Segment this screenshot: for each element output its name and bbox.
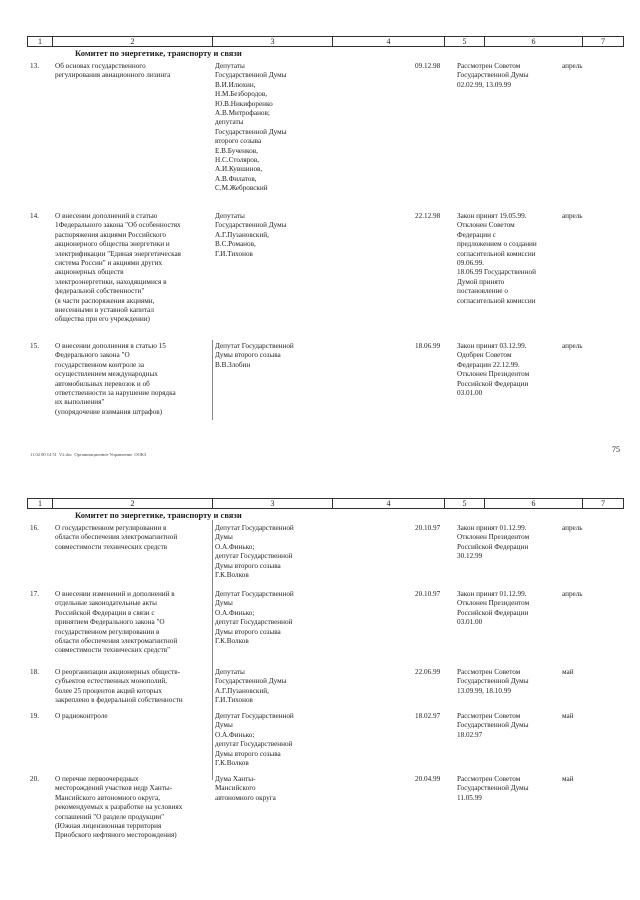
bill-authors: Депутат Государственной Думы второго созыва В.В.Злобин [215,342,294,369]
bill-title: О внесении дополнения в статью 15 Федерального закона "О государственном контроле за осуществлением международных автомобильных перевозок и об ответственности за нарушение порядка их выполнения" (упорядочение взимания штрафов) [55,342,176,416]
page-footer: 11 02 00 14 51 V2.doc Организационное Управление ООКЗ [30,452,147,457]
bill-authors: Депутат Государственной Думы О.А.Финько; депутат Государственной Думы второго созыва Г.К.Волков [215,712,294,768]
bill-authors: Дума Ханты- Мансийского автономного округа [215,775,276,802]
bill-authors: Депутаты Государственной Думы В.И.Илюхин, Н.М.Безбородов, Ю.В.Никифоренко А.В.Митрофанов; депутаты Государственной Думы второго созыва Е.В.Бученков, Н.С.Столяров, А.И.Кувшинов, А.В.Филатов, С.М.Жебровский [215,62,287,193]
committee-heading: Комитет по энергетике, транспорту и связи [75,48,242,58]
bill-date: 20.04.99 [415,775,441,783]
row-number: 15. [30,342,39,350]
bill-status: Рассмотрен Советом Государственной Думы 13.09.99, 18.10.99 [457,668,529,695]
column-divider [212,520,213,780]
col-number-7: 7 [601,499,605,508]
col-number-4: 4 [333,37,445,46]
bill-month: май [562,668,574,676]
col-number-1: 1 [28,37,53,46]
bill-month: апрель [562,62,583,70]
bill-date: 20.10.97 [415,524,441,532]
col-number-3: 3 [213,499,333,508]
bill-status: Закон принят 01.12.99. Отклонен Президентом Российской Федерации 30.12.99 [457,524,530,561]
page-number: 75 [612,445,620,454]
bill-date: 22.06.99 [415,668,441,676]
bill-month: май [562,775,574,783]
col-number-5: 5 [445,37,485,46]
col-number-3: 3 [213,37,333,46]
bill-title: Об основах государственного регулирования авиационного лизинга [55,62,171,80]
bill-date: 18.02.97 [415,712,441,720]
col-number-7: 7 [601,37,605,46]
column-number-header [27,498,624,509]
col-number-5: 5 [445,499,485,508]
bill-status: Рассмотрен Советом Государственной Думы 18.02.97 [457,712,529,739]
bill-title: О реорганизации акционерных обществ- субъектов естественных монополий, более 25 процентов акций которых закреплено в федеральной собственности [55,668,183,705]
row-number: 18. [30,668,39,676]
bill-status: Закон принят 01.12.99. Отклонен Президентом Российской Федерации 03.01.00 [457,590,530,627]
col-number-6: 6 [485,37,583,46]
bill-date: 20.10.97 [415,590,441,598]
bill-month: апрель [562,212,583,220]
bill-authors: Депутат Государственной Думы О.А.Финько; депутат Государственной Думы второго созыва Г.К.Волков [215,590,294,646]
col-number-1: 1 [28,499,53,508]
bill-status: Рассмотрен Советом Государственной Думы 11.05.99 [457,775,529,802]
column-divider [212,340,213,420]
bill-month: апрель [562,524,583,532]
row-number: 16. [30,524,39,532]
bill-month: апрель [562,590,583,598]
bill-status: Закон принят 19.05.99. Отклонен Советом Федерации с предложением о создании согласительной комиссии 09.06.99. 18.06.99 Государственной Думой принято постановление о согласительной комиссии [457,212,537,305]
bill-month: май [562,712,574,720]
bill-authors: Депутаты Государственной Думы А.Г.Пузановский, Г.И.Тихонов [215,668,287,705]
row-number: 19. [30,712,39,720]
bill-date: 22.12.98 [415,212,441,220]
column-number-header [27,36,624,47]
bill-status: Закон принят 03.12.99. Одобрен Советом Федерации 22.12.99. Отклонен Президентом Российской Федерации 03.01.00 [457,342,530,398]
row-number: 14. [30,212,39,220]
col-number-2: 2 [53,499,213,508]
col-number-2: 2 [53,37,213,46]
bill-title: О внесении изменений и дополнений в отдельные законодательные акты Российской Федерации в связи с принятием Федерального закона "О государственном регулировании в области обеспечения электромагнитной совместимости технических средств" [55,590,178,655]
row-number: 17. [30,590,39,598]
bill-authors: Депутаты Государственной Думы А.Г.Пузановский, В.С.Романов, Г.И.Тихонов [215,212,287,258]
bill-title: О внесении дополнений в статью 1Федерального закона "Об особенностях распоряжения акциями Российского акционерного общества энергетики и электрификации "Единая энергетическая система России" и акциями других акционерных обществ электроэнергетики, находящимися в федеральной собственности" (в части распоряжения акциями, внесенными в уставной капитал общества при его учреждении) [55,212,181,324]
bill-title: О государственном регулировании в области обеспечения электромагнитной совместимости технических средств [55,524,178,551]
col-number-4: 4 [333,499,445,508]
row-number: 20. [30,775,39,783]
bill-date: 09.12.98 [415,62,441,70]
bill-authors: Депутат Государственной Думы О.А.Финько; депутат Государственной Думы второго созыва Г.К.Волков [215,524,294,580]
col-number-6: 6 [485,499,583,508]
bill-status: Рассмотрен Советом Государственной Думы 02.02.99, 13.09.99 [457,62,529,89]
bill-month: апрель [562,342,583,350]
committee-heading: Комитет по энергетике, транспорту и связи [75,510,242,520]
bill-title: О радиоконтроле [55,712,108,720]
bill-title: О перечне первоочередных месторождений участков недр Ханты- Мансийского автономного округа, рекомендуемых к разработке на условиях соглашений "О разделе продукции" (Южная лицензионная территория Приобского нефтяного месторождения) [55,775,183,840]
bill-date: 18.06.99 [415,342,441,350]
document-page-2 [0,490,640,900]
row-number: 13. [30,62,39,70]
